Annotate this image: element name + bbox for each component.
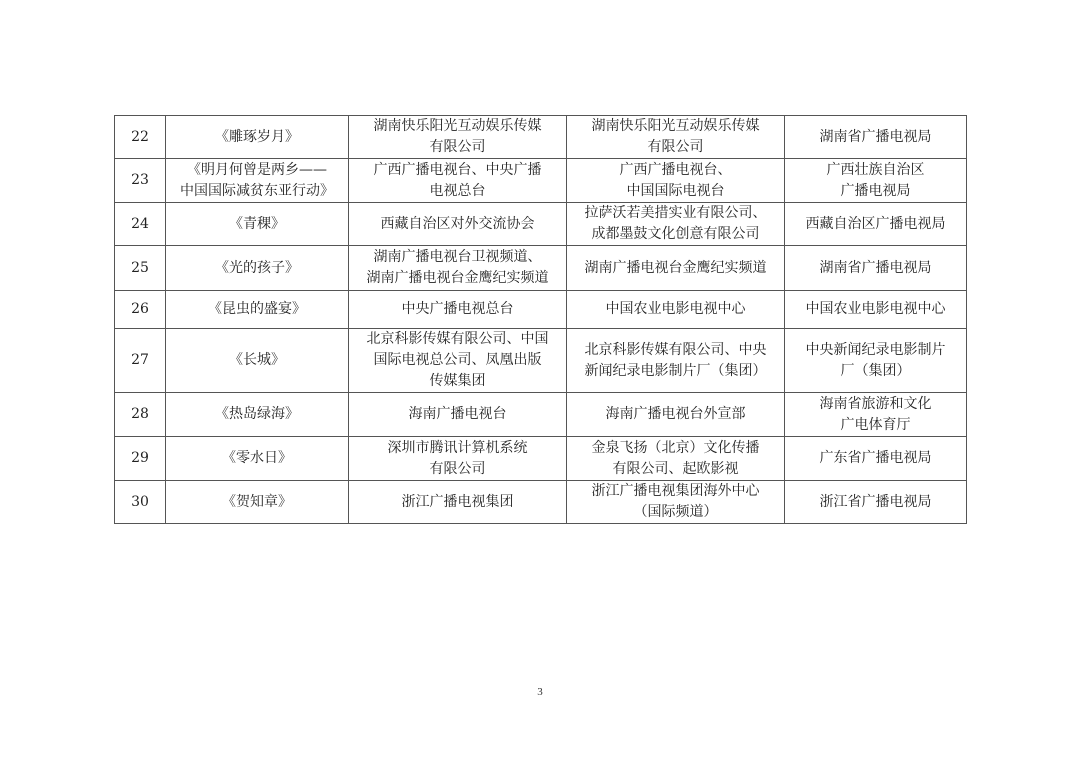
copyright-holder-cell: 浙江广播电视集团海外中心 （国际频道） bbox=[567, 481, 785, 524]
table-row bbox=[115, 481, 967, 524]
producer-cell: 北京科影传媒有限公司、中国 国际电视总公司、凤凰出版 传媒集团 bbox=[349, 329, 567, 393]
row-number-cell: 23 bbox=[115, 159, 166, 203]
program-title-cell: 《青稞》 bbox=[166, 203, 349, 246]
recommending-unit-cell: 湖南省广播电视局 bbox=[785, 246, 967, 291]
program-title-cell: 《长城》 bbox=[166, 329, 349, 393]
program-title-cell: 《贺知章》 bbox=[166, 481, 349, 524]
recommending-unit-cell: 浙江省广播电视局 bbox=[785, 481, 967, 524]
copyright-holder-cell: 海南广播电视台外宣部 bbox=[567, 393, 785, 437]
program-title-cell: 《光的孩子》 bbox=[166, 246, 349, 291]
table-row bbox=[115, 291, 967, 329]
producer-cell: 西藏自治区对外交流协会 bbox=[349, 203, 567, 246]
program-title-cell: 《雕琢岁月》 bbox=[166, 116, 349, 159]
producer-cell: 湖南快乐阳光互动娱乐传媒 有限公司 bbox=[349, 116, 567, 159]
producer-cell: 海南广播电视台 bbox=[349, 393, 567, 437]
producer-cell: 浙江广播电视集团 bbox=[349, 481, 567, 524]
program-title-cell: 《昆虫的盛宴》 bbox=[166, 291, 349, 329]
producer-cell: 中央广播电视总台 bbox=[349, 291, 567, 329]
recommending-unit-cell: 中国农业电影电视中心 bbox=[785, 291, 967, 329]
table-row bbox=[115, 116, 967, 159]
recommending-unit-cell: 湖南省广播电视局 bbox=[785, 116, 967, 159]
row-number-cell: 27 bbox=[115, 329, 166, 393]
program-title-cell: 《明月何曾是两乡—— 中国国际减贫东亚行动》 bbox=[166, 159, 349, 203]
table-row bbox=[115, 203, 967, 246]
copyright-holder-cell: 湖南快乐阳光互动娱乐传媒 有限公司 bbox=[567, 116, 785, 159]
row-number-cell: 24 bbox=[115, 203, 166, 246]
recommending-unit-cell: 海南省旅游和文化 广电体育厅 bbox=[785, 393, 967, 437]
table-row bbox=[115, 437, 967, 481]
table-body bbox=[115, 116, 967, 524]
row-number-cell: 25 bbox=[115, 246, 166, 291]
copyright-holder-cell: 广西广播电视台、 中国国际电视台 bbox=[567, 159, 785, 203]
copyright-holder-cell: 湖南广播电视台金鹰纪实频道 bbox=[567, 246, 785, 291]
copyright-holder-cell: 北京科影传媒有限公司、中央 新闻纪录电影制片厂（集团） bbox=[567, 329, 785, 393]
copyright-holder-cell: 中国农业电影电视中心 bbox=[567, 291, 785, 329]
program-title-cell: 《零水日》 bbox=[166, 437, 349, 481]
page-number: 3 bbox=[537, 686, 543, 698]
copyright-holder-cell: 金泉飞扬（北京）文化传播 有限公司、起欧影视 bbox=[567, 437, 785, 481]
row-number-cell: 29 bbox=[115, 437, 166, 481]
table-row bbox=[115, 159, 967, 203]
table-row bbox=[115, 329, 967, 393]
row-number-cell: 30 bbox=[115, 481, 166, 524]
copyright-holder-cell: 拉萨沃若美措实业有限公司、 成都墨鼓文化创意有限公司 bbox=[567, 203, 785, 246]
producer-cell: 广西广播电视台、中央广播 电视总台 bbox=[349, 159, 567, 203]
recommending-unit-cell: 中央新闻纪录电影制片 厂（集团） bbox=[785, 329, 967, 393]
row-number-cell: 22 bbox=[115, 116, 166, 159]
row-number-cell: 26 bbox=[115, 291, 166, 329]
producer-cell: 湖南广播电视台卫视频道、 湖南广播电视台金鹰纪实频道 bbox=[349, 246, 567, 291]
table-row bbox=[115, 393, 967, 437]
program-table bbox=[114, 115, 967, 524]
recommending-unit-cell: 西藏自治区广播电视局 bbox=[785, 203, 967, 246]
program-title-cell: 《热岛绿海》 bbox=[166, 393, 349, 437]
recommending-unit-cell: 广东省广播电视局 bbox=[785, 437, 967, 481]
row-number-cell: 28 bbox=[115, 393, 166, 437]
table-row bbox=[115, 246, 967, 291]
recommending-unit-cell: 广西壮族自治区 广播电视局 bbox=[785, 159, 967, 203]
producer-cell: 深圳市腾讯计算机系统 有限公司 bbox=[349, 437, 567, 481]
